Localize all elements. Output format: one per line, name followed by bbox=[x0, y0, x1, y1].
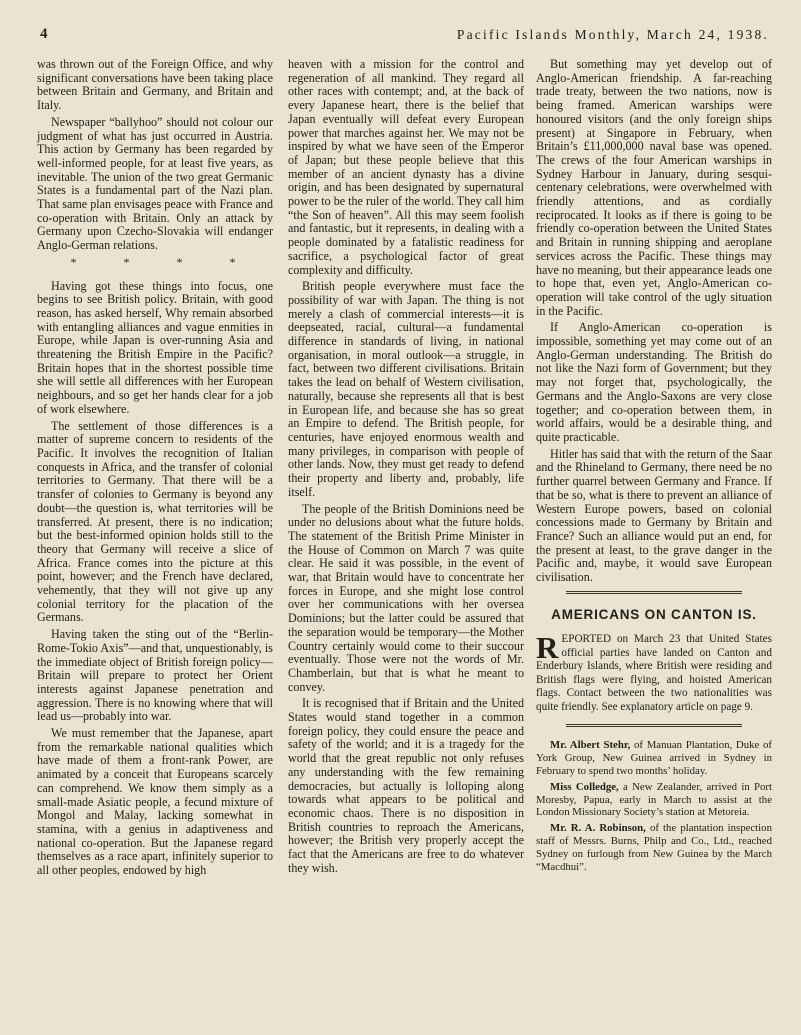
paragraph: Having got these things into focus, one begins to see British policy. Britain, with good reason, has asked herself, Why remain absorbed with entangling alliances and vague enmities in Europe, while Japan is over-running Asia and threatening the British Empire in the Pacific? Britain hopes that in the shortest possible time she will settle all differences with her European neighbours, and so get her hands clear for a job of work elsewhere. bbox=[37, 278, 273, 416]
brief-text: of the plantation inspection staff of Messrs. Burns, Philp and Co., Ltd., reached Sydney on furlough from New Guinea by the March “Macdhui”. bbox=[536, 822, 772, 873]
brief-name: Mr. Albert Stehr, bbox=[550, 739, 631, 752]
column-2 bbox=[288, 58, 524, 878]
page-number: 4 bbox=[40, 26, 48, 42]
paragraph: Having taken the sting out of the “Berlin-Rome-Tokio Axis”—and that, unquestionably, is the immediate object of British foreign policy—Britain will prepare to protect her Orient interests against Japanese penetration and aggression. There is no knowing where that will lead us—probably into war. bbox=[37, 627, 273, 724]
paragraph: Hitler has said that with the return of the Saar and the Rhineland to Germany, there need be no further quarrel between Germany and France. If that be so, what is there to prevent an alliance of Western Europe powers, based on colonial concessions made to Germany by Britain and France? Such an alliance would put an end, for the present at least, to the grave danger in the Pacific and, maybe, it would save European civilisation. bbox=[536, 446, 772, 585]
page-header bbox=[0, 18, 801, 48]
paragraph: The people of the British Dominions need be under no delusions about what the future holds. The statement of the British Prime Minister in the House of Common on March 7 was quite clear. He said it was possible, in the event of war, that Britain would have to concentrate her forces in Europe, and she might lose control over her communications with her oversea Dominions; but the latter could be assured that the separation would be temporary—the Mother Country certainly would come to their succour eventually. Those were not the words of Mr. Chamberlain, but that is what he meant to convey. bbox=[288, 501, 524, 694]
section-divider-stars: * * * * bbox=[70, 254, 258, 269]
paragraph: But something may yet develop out of Anglo-American friendship. A far-reaching trade treaty, between the two nations, now is being framed. American warships were honoured visitors (and the only foreign ships present) at Singapore in February, when Britain’s £11,000,000 naval base was opened. The crews of the four American warships in Sydney Harbour in January, during sesqui-centenary celebrations, were overwhelmed with friendly attentions, and as cordially reciprocated. It looks as if there is going to be friendly co-operation between the United States and Britain in running shipping and aeroplane services across the Pacific. These things may have no meaning, but their appearance leads one to hope that, even yet, Anglo-American co-operation will take control of the ugly situation in the Pacific. bbox=[536, 57, 772, 318]
news-body: EPORTED on March 23 that United States official parties have landed on Canton and Enderbury Islands, where British were residing and British flags were flying, and hoisted American flags. Contact between the two nationalities was quite friendly. See explanatory article on page 9. bbox=[536, 633, 772, 713]
paragraph: was thrown out of the Foreign Office, and why significant conversations have been taking place between Britain and Germany, and Britain and Italy. bbox=[37, 57, 273, 113]
drop-cap: R bbox=[536, 630, 559, 666]
paragraph: We must remember that the Japanese, apart from the remarkable national qualities which have made of them a front-rank Power, are animated by a conceit that Europeans scarcely can comprehend. We know them simply as a small-made Asiatic people, a fecund mixture of Mongol and Malay, lacking somewhat in stamina, with a genius in adaptiveness and national co-operation. But the Japanese regard themselves as a race apart, infinitely superior to all other peoples, endowed by high bbox=[37, 726, 273, 878]
brief-name: Mr. R. A. Robinson, bbox=[550, 822, 646, 835]
brief-text: a New Zealander, arrived in Port Moresby, Papua, early in March to assist at the London Missionary Society’s station at Metoreia. bbox=[536, 780, 772, 819]
divider-rule bbox=[566, 593, 742, 594]
paragraph: The settlement of those differences is a matter of supreme concern to residents of the Pacific. It involves the recognition of Italian conquests in Africa, and the transfer of colonial territories to Germany. That there will be a transfer of colonies to Germany is beyond any doubt—the question is, what territories will be transferred. At present, there is no indication; but the best-informed opinion holds still to the theory that Germany will receive a slice of Africa. France comes into the picture at this point, however; and the French have declared, vehemently, that they will not give up any colonial territory for the placation of the Germans. bbox=[37, 418, 273, 625]
brief-text: of Manuan Plantation, Duke of York Group, New Guinea arrived in Sydney in February to spend two months’ holiday. bbox=[536, 739, 772, 778]
masthead: Pacific Islands Monthly, March 24, 1938. bbox=[456, 27, 769, 42]
paragraph: Newspaper “ballyhoo” should not colour our judgment of what has just occurred in Austria. This action by Germany has been regarded by well-informed people, for at least five years, as inevitable. The union of the two great Germanic States is a fundamental part of the Nazi plan. That same plan envisages peace with France and co-operation with Britain. Only an attack by Germany upon Czecho-Slovakia will endanger Anglo-German relations. bbox=[37, 114, 273, 253]
paragraph: British people everywhere must face the possibility of war with Japan. The thing is not merely a clash of commercial interests—it is deepseated, racial, cultural—a fundamental difference in standards of living, in national organisation, in moral outlook—a struggle, in fact, between two different civilisations. Britain takes the lead on behalf of Western civilisation, naturally, because she represents all that is best in European life, and because she has so great an Empire to defend. The British people, for centuries, have enjoyed enormous wealth and many privileges, in comparison with people of other lands. Now, they must get ready to defend their property and liberty and, probably, life itself. bbox=[288, 279, 524, 499]
column-3 bbox=[536, 58, 772, 876]
column-1 bbox=[37, 58, 273, 881]
personal-brief bbox=[536, 822, 772, 873]
brief-name: Miss Colledge, bbox=[550, 780, 619, 793]
paragraph: If Anglo-American co-operation is impossible, something yet may come out of an Anglo-German understanding. The British do not like the Nazi form of Government; but they may not forget that, psychologically, the Germans and the Anglo-Saxons are very close together; and co-operation between them, in world affairs, would be a desirable thing, and quite practicable. bbox=[536, 320, 772, 444]
personal-brief bbox=[536, 781, 772, 819]
divider-rule bbox=[566, 724, 742, 725]
paragraph: heaven with a mission for the control and regeneration of all mankind. They regard all other races with contempt; and, at the back of every Japanese heart, there is the belief that Japan eventually will defeat every European power that marches against her. We may not be inspired by what we have seen of the Emperor of Japan; but these people believe that this member of an ancient dynasty has a divine origin, and has been designated by supernatural power to be the ruler of the world. They call him “the Son of heaven”. All this may seem foolish and fantastic, but it represents, in dealing with a people dominated by a fatalistic readiness for sacrifice, a psychological factor of great complexity and difficulty. bbox=[288, 57, 524, 277]
divider-rule bbox=[566, 726, 742, 727]
personal-brief bbox=[536, 739, 772, 777]
paragraph: It is recognised that if Britain and the United States would stand together in a common foreign policy, they could ensure the peace and safety of the world; and it is a tragedy for the world that the great republic not only refuses any understanding with the few remaining democracies, but actually is lolloping along towards what appears to be political and economic chaos. There is no disposition in British countries to reproach the Americans, however; the British very properly accept the fact that the Americans are free to do whatever they wish. bbox=[288, 696, 524, 875]
news-item bbox=[536, 630, 772, 714]
news-heading: AMERICANS ON CANTON IS. bbox=[551, 606, 757, 622]
divider-rule bbox=[566, 591, 742, 592]
